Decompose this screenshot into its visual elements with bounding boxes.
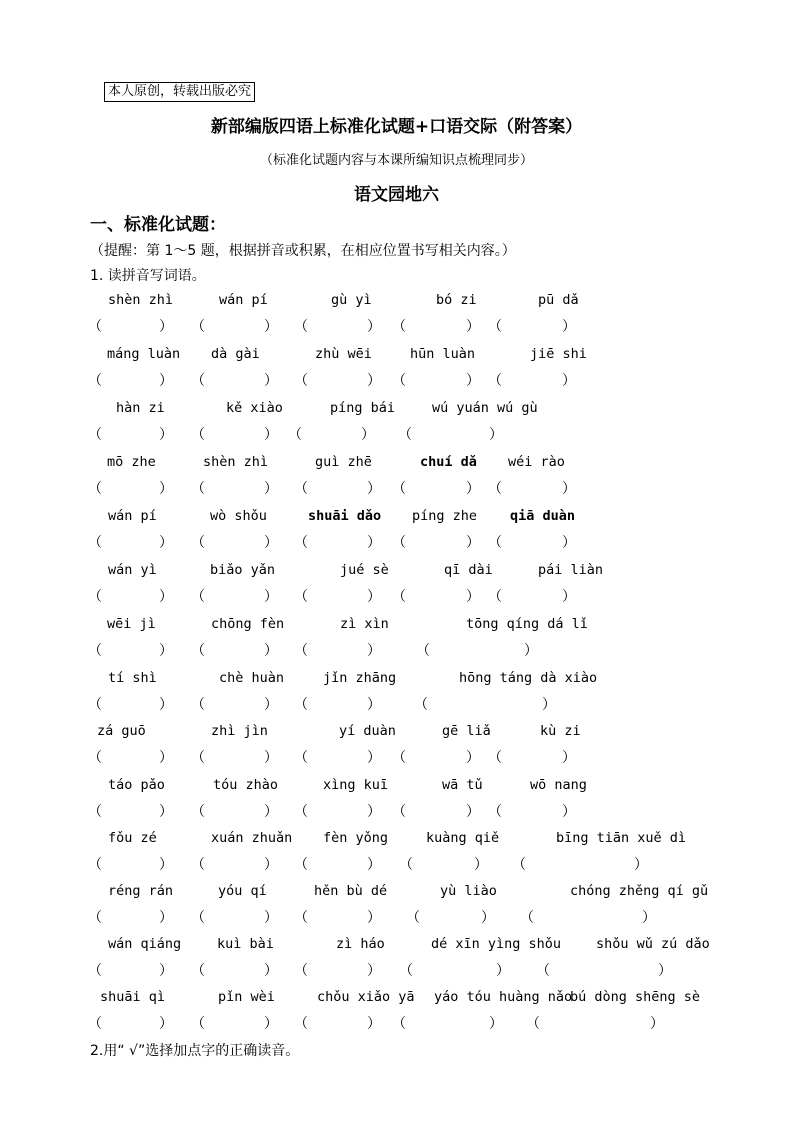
close-paren: ） — [367, 804, 381, 820]
close-paren: ） — [367, 589, 381, 605]
close-paren: ） — [367, 373, 381, 389]
open-paren: （ — [488, 481, 502, 497]
answer-blank[interactable] — [294, 747, 383, 767]
answer-blank[interactable] — [288, 424, 377, 444]
answer-blank[interactable] — [416, 640, 540, 660]
answer-blank[interactable] — [294, 586, 383, 606]
close-paren: ） — [159, 750, 173, 766]
open-paren: （ — [191, 910, 205, 926]
answer-blank[interactable] — [294, 907, 383, 927]
answer-blank[interactable] — [294, 694, 383, 714]
open-paren: （ — [88, 427, 102, 443]
pinyin-prompt: fèn yǒng — [323, 830, 389, 846]
answer-blank[interactable] — [88, 478, 175, 498]
open-paren: （ — [488, 804, 502, 820]
close-paren: ） — [159, 697, 173, 713]
close-paren: ） — [159, 427, 173, 443]
close-paren: ） — [264, 910, 278, 926]
close-paren: ） — [264, 589, 278, 605]
pinyin-prompt: wò shǒu — [210, 508, 267, 524]
answer-blank[interactable] — [191, 907, 280, 927]
open-paren: （ — [191, 589, 205, 605]
pinyin-prompt: shèn zhì — [203, 454, 269, 470]
open-paren: （ — [191, 373, 205, 389]
pinyin-prompt: wán pí — [108, 508, 157, 524]
close-paren: ） — [159, 319, 173, 335]
open-paren: （ — [191, 643, 205, 659]
open-paren: （ — [88, 910, 102, 926]
answer-blank[interactable] — [88, 907, 175, 927]
pinyin-prompt: píng bái — [330, 400, 396, 416]
answer-blank[interactable] — [88, 1013, 175, 1033]
open-paren: （ — [88, 963, 102, 979]
pinyin-prompt: zì háo — [336, 936, 385, 952]
pinyin-prompt: máng luàn — [107, 346, 181, 362]
answer-blank[interactable] — [488, 801, 578, 821]
stamp: 本人原创，转载出版必究 — [104, 82, 255, 102]
pinyin-prompt: mō zhe — [107, 454, 156, 470]
pinyin-prompt: hūn luàn — [410, 346, 476, 362]
close-paren: ） — [159, 857, 173, 873]
answer-blank[interactable] — [536, 960, 674, 980]
pinyin-prompt: kuàng qiě — [426, 830, 500, 846]
close-paren: ） — [634, 857, 648, 873]
open-paren: （ — [88, 804, 102, 820]
answer-blank[interactable] — [88, 854, 175, 874]
close-paren: ） — [489, 1016, 503, 1032]
answer-blank[interactable] — [294, 370, 383, 390]
open-paren: （ — [294, 481, 308, 497]
open-paren: （ — [88, 535, 102, 551]
pinyin-prompt: shuāi dǎo — [308, 508, 382, 524]
answer-blank[interactable] — [191, 640, 280, 660]
answer-blank[interactable] — [191, 747, 280, 767]
open-paren: （ — [88, 1016, 102, 1032]
answer-blank[interactable] — [399, 960, 512, 980]
pinyin-prompt: gù yì — [331, 292, 372, 308]
close-paren: ） — [361, 427, 375, 443]
open-paren: （ — [88, 697, 102, 713]
pinyin-prompt: pái liàn — [538, 562, 604, 578]
open-paren: （ — [294, 535, 308, 551]
pinyin-prompt: kě xiào — [226, 400, 283, 416]
open-paren: （ — [406, 910, 420, 926]
open-paren: （ — [392, 1016, 406, 1032]
close-paren: ） — [489, 427, 503, 443]
close-paren: ） — [466, 750, 480, 766]
answer-blank[interactable] — [191, 424, 280, 444]
close-paren: ） — [159, 1016, 173, 1032]
answer-blank[interactable] — [191, 960, 280, 980]
close-paren: ） — [524, 643, 538, 659]
close-paren: ） — [562, 481, 576, 497]
open-paren: （ — [88, 857, 102, 873]
open-paren: （ — [88, 643, 102, 659]
pinyin-prompt: chè huàn — [219, 670, 285, 686]
pinyin-prompt: jǐn zhāng — [323, 670, 397, 686]
open-paren: （ — [294, 963, 308, 979]
close-paren: ） — [264, 535, 278, 551]
answer-blank[interactable] — [88, 960, 175, 980]
section-hint: （提醒：第 1～5 题，根据拼音或积累，在相应位置书写相关内容。） — [90, 243, 516, 259]
close-paren: ） — [159, 804, 173, 820]
open-paren: （ — [88, 373, 102, 389]
open-paren: （ — [392, 319, 406, 335]
open-paren: （ — [294, 804, 308, 820]
open-paren: （ — [191, 535, 205, 551]
close-paren: ） — [264, 373, 278, 389]
open-paren: （ — [294, 643, 308, 659]
pinyin-prompt: wā tǔ — [442, 777, 483, 793]
open-paren: （ — [288, 427, 302, 443]
pinyin-prompt: wú yuán wú gù — [432, 400, 538, 416]
answer-blank[interactable] — [191, 1013, 280, 1033]
close-paren: ） — [264, 481, 278, 497]
open-paren: （ — [399, 963, 413, 979]
pinyin-prompt: chóng zhěng qí gǔ — [570, 883, 709, 899]
pinyin-prompt: chōng fèn — [211, 616, 285, 632]
close-paren: ） — [466, 804, 480, 820]
answer-blank[interactable] — [191, 586, 280, 606]
pinyin-prompt: yù liào — [440, 883, 497, 899]
answer-blank[interactable] — [191, 854, 280, 874]
answer-blank[interactable] — [294, 960, 383, 980]
close-paren: ） — [562, 750, 576, 766]
answer-blank[interactable] — [88, 640, 175, 660]
open-paren: （ — [294, 857, 308, 873]
pinyin-prompt: zá guō — [97, 723, 146, 739]
pinyin-prompt: fǒu zé — [108, 830, 157, 846]
pinyin-prompt: hěn bù dé — [314, 883, 388, 899]
pinyin-prompt: biǎo yǎn — [210, 562, 276, 578]
pinyin-prompt: tōng qíng dá lǐ — [466, 616, 588, 632]
pinyin-prompt: jué sè — [340, 562, 389, 578]
open-paren: （ — [416, 643, 430, 659]
pinyin-prompt: wán pí — [219, 292, 268, 308]
close-paren: ） — [264, 319, 278, 335]
close-paren: ） — [466, 589, 480, 605]
open-paren: （ — [191, 697, 205, 713]
open-paren: （ — [488, 750, 502, 766]
open-paren: （ — [392, 804, 406, 820]
close-paren: ） — [562, 589, 576, 605]
open-paren: （ — [392, 750, 406, 766]
pinyin-prompt: chǒu xiǎo yā — [317, 989, 415, 1005]
answer-blank[interactable] — [392, 586, 482, 606]
answer-blank[interactable] — [88, 801, 175, 821]
pinyin-prompt: shèn zhì — [108, 292, 174, 308]
answer-blank[interactable] — [294, 1013, 383, 1033]
open-paren: （ — [294, 1016, 308, 1032]
close-paren: ） — [367, 535, 381, 551]
open-paren: （ — [294, 750, 308, 766]
close-paren: ） — [466, 319, 480, 335]
pinyin-prompt: xìng kuī — [323, 777, 389, 793]
answer-blank[interactable] — [392, 478, 482, 498]
close-paren: ） — [650, 1016, 664, 1032]
answer-blank[interactable] — [191, 801, 280, 821]
open-paren: （ — [191, 427, 205, 443]
close-paren: ） — [264, 963, 278, 979]
answer-blank[interactable] — [392, 316, 482, 336]
answer-blank[interactable] — [392, 801, 482, 821]
pinyin-prompt: shǒu wǔ zú dǎo — [596, 936, 710, 952]
answer-blank[interactable] — [488, 478, 578, 498]
pinyin-prompt: bīng tiān xuě dì — [556, 830, 687, 846]
pinyin-prompt: guì zhē — [315, 454, 372, 470]
close-paren: ） — [542, 697, 556, 713]
answer-blank[interactable] — [526, 1013, 666, 1033]
pinyin-prompt: bú dòng shēng sè — [570, 989, 701, 1005]
answer-blank[interactable] — [488, 532, 578, 552]
answer-blank[interactable] — [88, 370, 175, 390]
pinyin-prompt: kuì bài — [217, 936, 274, 952]
open-paren: （ — [191, 963, 205, 979]
answer-blank[interactable] — [88, 747, 175, 767]
answer-blank[interactable] — [488, 316, 578, 336]
open-paren: （ — [294, 697, 308, 713]
answer-blank[interactable] — [88, 316, 175, 336]
page-subtitle: （标准化试题内容与本课所编知识点梳理同步） — [259, 153, 533, 168]
section-heading: 一、标准化试题： — [90, 215, 226, 235]
close-paren: ） — [264, 643, 278, 659]
close-paren: ） — [367, 963, 381, 979]
close-paren: ） — [264, 697, 278, 713]
open-paren: （ — [520, 910, 534, 926]
close-paren: ） — [562, 319, 576, 335]
close-paren: ） — [466, 481, 480, 497]
pinyin-prompt: dé xīn yìng shǒu — [431, 936, 562, 952]
question-2: 2.用“ √”选择加点字的正确读音。 — [90, 1043, 300, 1059]
open-paren: （ — [294, 319, 308, 335]
pinyin-prompt: qī dài — [444, 562, 493, 578]
close-paren: ） — [367, 750, 381, 766]
answer-blank[interactable] — [294, 532, 383, 552]
open-paren: （ — [294, 589, 308, 605]
pinyin-prompt: wán qiáng — [108, 936, 182, 952]
answer-blank[interactable] — [392, 1013, 505, 1033]
pinyin-prompt: qiā duàn — [510, 508, 576, 524]
close-paren: ） — [466, 535, 480, 551]
question-1: 1. 读拼音写词语。 — [90, 268, 206, 284]
pinyin-prompt: réng rán — [108, 883, 174, 899]
pinyin-prompt: kù zi — [540, 723, 581, 739]
answer-blank[interactable] — [294, 854, 383, 874]
answer-blank[interactable] — [191, 370, 280, 390]
open-paren: （ — [294, 910, 308, 926]
open-paren: （ — [399, 857, 413, 873]
answer-blank[interactable] — [398, 424, 505, 444]
close-paren: ） — [367, 697, 381, 713]
close-paren: ） — [159, 481, 173, 497]
answer-blank[interactable] — [399, 854, 490, 874]
pinyin-prompt: yí duàn — [339, 723, 396, 739]
answer-blank[interactable] — [88, 532, 175, 552]
open-paren: （ — [191, 804, 205, 820]
open-paren: （ — [88, 481, 102, 497]
open-paren: （ — [392, 373, 406, 389]
close-paren: ） — [159, 963, 173, 979]
answer-blank[interactable] — [88, 586, 175, 606]
pinyin-prompt: hàn zi — [116, 400, 165, 416]
close-paren: ） — [367, 910, 381, 926]
close-paren: ） — [264, 427, 278, 443]
answer-blank[interactable] — [294, 316, 383, 336]
pinyin-prompt: táo pǎo — [108, 777, 165, 793]
close-paren: ） — [466, 373, 480, 389]
close-paren: ） — [474, 857, 488, 873]
close-paren: ） — [159, 535, 173, 551]
pinyin-prompt: pū dǎ — [538, 292, 579, 308]
pinyin-prompt: chuí dǎ — [420, 454, 477, 470]
close-paren: ） — [642, 910, 656, 926]
answer-blank[interactable] — [488, 370, 578, 390]
answer-blank[interactable] — [406, 907, 497, 927]
open-paren: （ — [392, 535, 406, 551]
answer-blank[interactable] — [294, 801, 383, 821]
page-title: 新部编版四语上标准化试题+口语交际（附答案） — [210, 117, 583, 137]
pinyin-prompt: píng zhe — [412, 508, 478, 524]
answer-blank[interactable] — [414, 694, 558, 714]
open-paren: （ — [398, 427, 412, 443]
close-paren: ） — [159, 373, 173, 389]
close-paren: ） — [562, 373, 576, 389]
close-paren: ） — [159, 589, 173, 605]
close-paren: ） — [562, 535, 576, 551]
pinyin-prompt: tóu zhào — [213, 777, 279, 793]
pinyin-prompt: wēi jì — [107, 616, 156, 632]
answer-blank[interactable] — [488, 586, 578, 606]
answer-blank[interactable] — [392, 532, 482, 552]
pinyin-prompt: zhù wēi — [315, 346, 372, 362]
open-paren: （ — [88, 589, 102, 605]
close-paren: ） — [658, 963, 672, 979]
answer-blank[interactable] — [191, 694, 280, 714]
open-paren: （ — [191, 481, 205, 497]
answer-blank[interactable] — [520, 907, 658, 927]
answer-blank[interactable] — [294, 478, 383, 498]
open-paren: （ — [414, 697, 428, 713]
close-paren: ） — [264, 804, 278, 820]
pinyin-prompt: jiē shi — [530, 346, 587, 362]
open-paren: （ — [536, 963, 550, 979]
open-paren: （ — [191, 319, 205, 335]
unit-title: 语文园地六 — [354, 185, 439, 205]
pinyin-prompt: hōng táng dà xiào — [459, 670, 598, 686]
pinyin-prompt: wō nang — [530, 777, 587, 793]
open-paren: （ — [512, 857, 526, 873]
close-paren: ） — [367, 643, 381, 659]
close-paren: ） — [367, 319, 381, 335]
answer-blank[interactable] — [512, 854, 650, 874]
open-paren: （ — [392, 589, 406, 605]
close-paren: ） — [367, 1016, 381, 1032]
answer-blank[interactable] — [191, 532, 280, 552]
open-paren: （ — [191, 1016, 205, 1032]
close-paren: ） — [367, 857, 381, 873]
pinyin-prompt: wéi rào — [508, 454, 565, 470]
pinyin-prompt: tí shì — [108, 670, 157, 686]
open-paren: （ — [488, 589, 502, 605]
close-paren: ） — [159, 910, 173, 926]
answer-blank[interactable] — [88, 694, 175, 714]
close-paren: ） — [481, 910, 495, 926]
pinyin-prompt: pǐn wèi — [218, 989, 275, 1005]
answer-blank[interactable] — [88, 424, 175, 444]
pinyin-prompt: wán yì — [108, 562, 157, 578]
close-paren: ） — [562, 804, 576, 820]
close-paren: ） — [496, 963, 510, 979]
pinyin-prompt: bó zi — [436, 292, 477, 308]
pinyin-prompt: xuán zhuǎn — [211, 830, 293, 846]
pinyin-prompt: yóu qí — [218, 883, 267, 899]
answer-blank[interactable] — [191, 478, 280, 498]
open-paren: （ — [526, 1016, 540, 1032]
close-paren: ） — [264, 1016, 278, 1032]
answer-blank[interactable] — [392, 747, 482, 767]
pinyin-prompt: dà gài — [211, 346, 260, 362]
open-paren: （ — [88, 319, 102, 335]
pinyin-prompt: zì xìn — [340, 616, 389, 632]
close-paren: ） — [264, 857, 278, 873]
answer-blank[interactable] — [488, 747, 578, 767]
answer-blank[interactable] — [294, 640, 383, 660]
answer-blank[interactable] — [392, 370, 482, 390]
answer-blank[interactable] — [191, 316, 280, 336]
open-paren: （ — [191, 750, 205, 766]
pinyin-prompt: yáo tóu huàng nǎo — [434, 989, 573, 1005]
pinyin-prompt: zhì jìn — [211, 723, 268, 739]
close-paren: ） — [159, 643, 173, 659]
close-paren: ） — [367, 481, 381, 497]
open-paren: （ — [294, 373, 308, 389]
open-paren: （ — [88, 750, 102, 766]
open-paren: （ — [488, 373, 502, 389]
open-paren: （ — [488, 319, 502, 335]
open-paren: （ — [392, 481, 406, 497]
pinyin-prompt: gē liǎ — [442, 723, 491, 739]
pinyin-prompt: shuāi qì — [100, 989, 166, 1005]
close-paren: ） — [264, 750, 278, 766]
open-paren: （ — [488, 535, 502, 551]
open-paren: （ — [191, 857, 205, 873]
